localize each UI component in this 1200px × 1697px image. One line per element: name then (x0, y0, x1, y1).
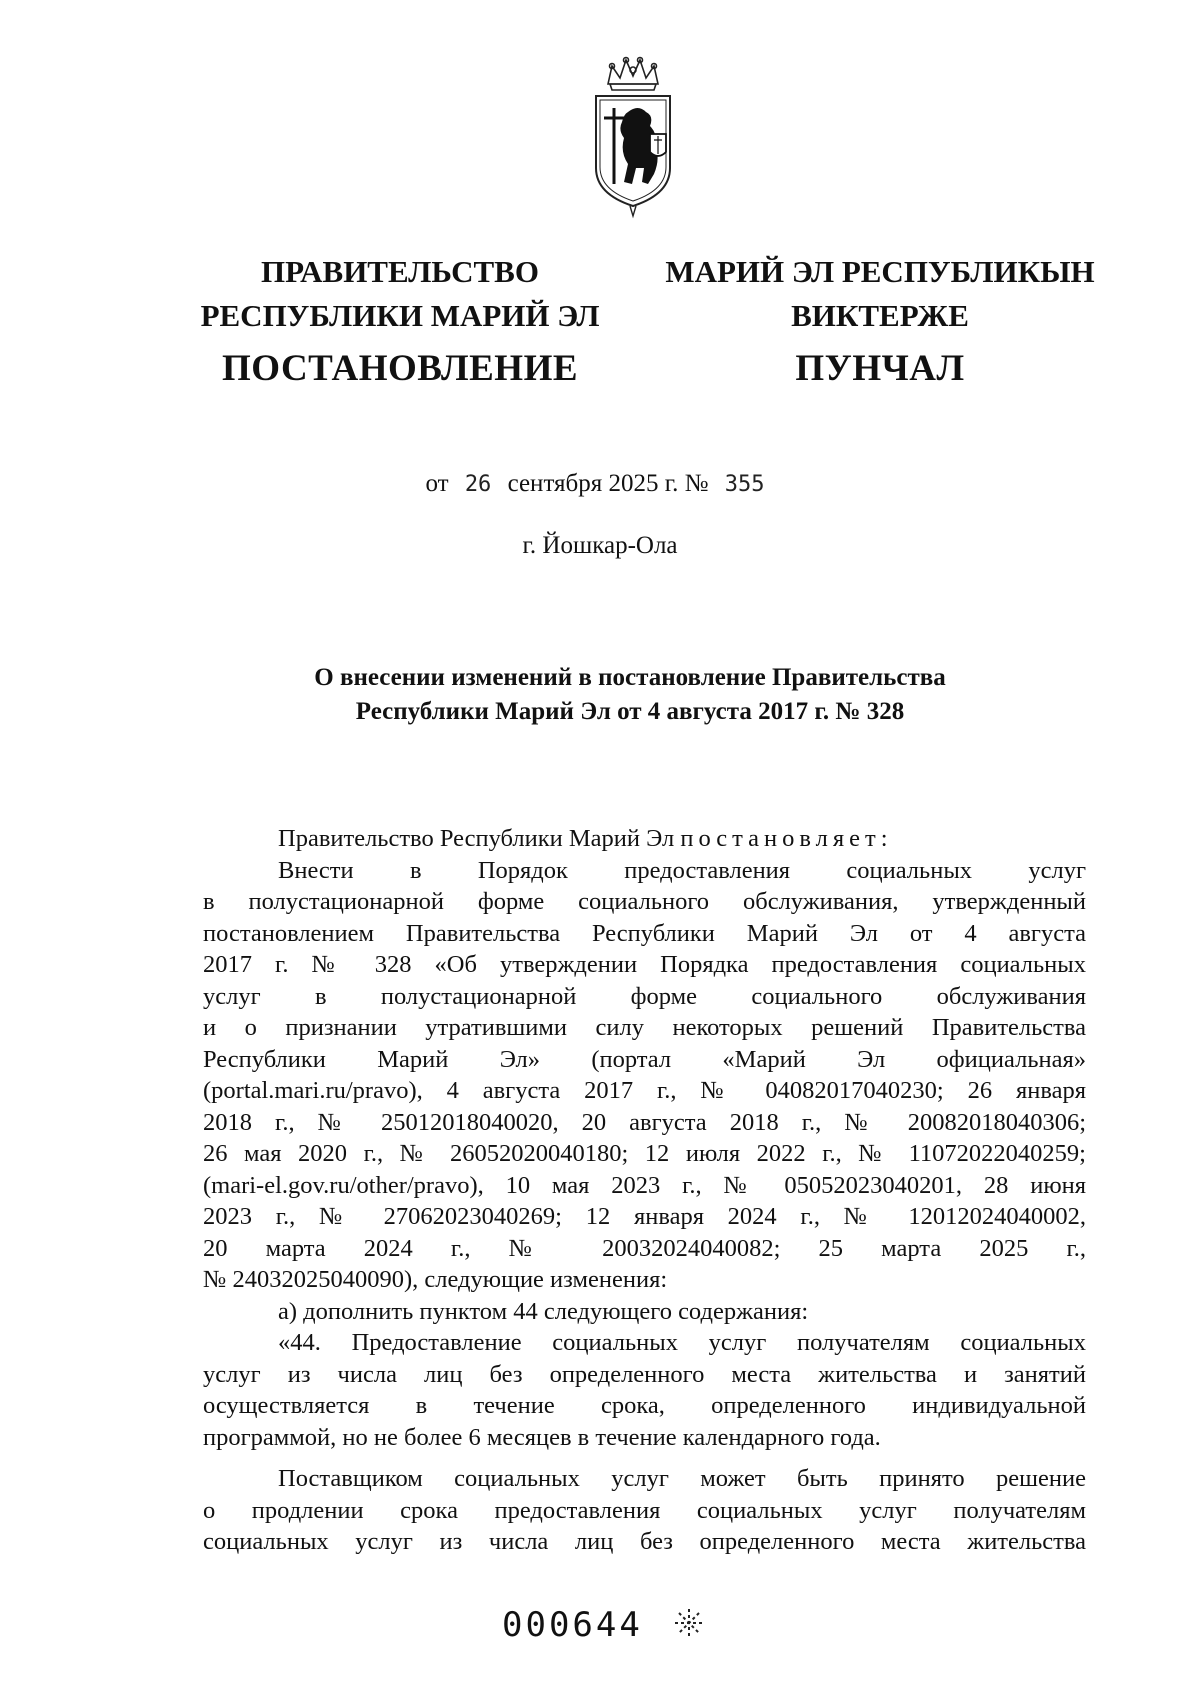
body-line: 26 мая 2020 г., № 26052020040180; 12 июля 2022 г., № 11072022040259; (203, 1140, 1086, 1167)
intro-decree-word: постановляет: (680, 825, 893, 852)
body-line: программой, но не более 6 месяцев в течение календарного года. (203, 1423, 881, 1451)
date-day: 26 (464, 472, 492, 497)
body-line: 2023 г., № 27062023040269; 12 января 2024 г., № 12012024040002, (203, 1203, 1086, 1230)
extension-paragraph (203, 1463, 1086, 1558)
document-type-mari: ПУНЧАЛ (795, 348, 965, 389)
org-name-line2-mari: ВИКТЕРЖЕ (791, 298, 969, 333)
document-type: ПОСТАНОВЛЕНИЕ (221, 348, 579, 389)
body-line: в полустационарной форме социального обслуживания, утвержденный (203, 888, 1086, 915)
body-line: услуг из числа лиц без определенного места жительства и занятий (203, 1360, 1086, 1388)
body-line: 20 марта 2024 г., № 20032024040082; 25 марта 2025 г., (203, 1234, 1086, 1262)
clause-44-paragraph (203, 1327, 1086, 1453)
header-left (180, 250, 620, 392)
document-title (180, 661, 1080, 729)
amendment-paragraph (203, 855, 1086, 1296)
body-line: 2018 г., № 25012018040020, 20 августа 2018 г., № 20082018040306; (203, 1108, 1086, 1136)
body-line: осуществляется в течение срока, определенного индивидуальной (203, 1392, 1086, 1419)
body-line: Внести в Порядок предоставления социальных услуг (278, 856, 1086, 884)
item-a: а) дополнить пунктом 44 следующего содержания: (278, 1297, 809, 1325)
title-line2: Республики Марий Эл от 4 августа 2017 г. № 328 (355, 698, 905, 725)
title-line1: О внесении изменений в постановление Правительства (314, 664, 946, 691)
body-line: о продлении срока предоставления социальных услуг получателям (203, 1496, 1086, 1524)
header-right (660, 250, 1100, 392)
body-line: «44. Предоставление социальных услуг получателям социальных (278, 1329, 1086, 1356)
body-line: услуг в полустационарной форме социального обслуживания (203, 982, 1086, 1010)
document-date (0, 470, 1200, 498)
document-body (203, 823, 1086, 1558)
intro-text: Правительство Республики Марий Эл (278, 825, 681, 852)
body-line: постановлением Правительства Республики Марий Эл от 4 августа (203, 919, 1086, 947)
org-name-line2: РЕСПУБЛИКИ МАРИЙ ЭЛ (200, 298, 600, 333)
intro-paragraph (203, 823, 1086, 855)
serial-number: 000644 (502, 1605, 643, 1645)
document-number: 355 (724, 472, 765, 497)
body-line: № 24032025040090), следующие изменения: (203, 1266, 668, 1293)
body-line: (mari-el.gov.ru/other/pravo), 10 мая 2023 г., № 05052023040201, 28 июня (203, 1171, 1086, 1199)
body-line: 2017 г. № 328 «Об утверждении Порядка предоставления социальных (203, 951, 1086, 978)
date-prefix: от (425, 470, 449, 497)
body-line: социальных услуг из числа лиц без определенного места жительства (203, 1528, 1086, 1555)
body-line: (portal.mari.ru/pravo), 4 августа 2017 г., № 04082017040230; 26 января (203, 1077, 1086, 1104)
coat-of-arms-icon (588, 56, 678, 228)
date-rest: сентября 2025 г. № (507, 470, 709, 497)
body-line: Республики Марий Эл» (портал «Марий Эл официальная» (203, 1045, 1086, 1073)
body-line: и о признании утратившими силу некоторых решений Правительства (203, 1014, 1086, 1041)
body-line: Поставщиком социальных услуг может быть принято решение (278, 1465, 1086, 1492)
org-name-line1-mari: МАРИЙ ЭЛ РЕСПУБЛИКЫН (665, 254, 1095, 289)
org-name-line1: ПРАВИТЕЛЬСТВО (261, 254, 539, 289)
asterisk-mark-icon (672, 1606, 706, 1640)
city: г. Йошкар-Ола (522, 532, 678, 559)
